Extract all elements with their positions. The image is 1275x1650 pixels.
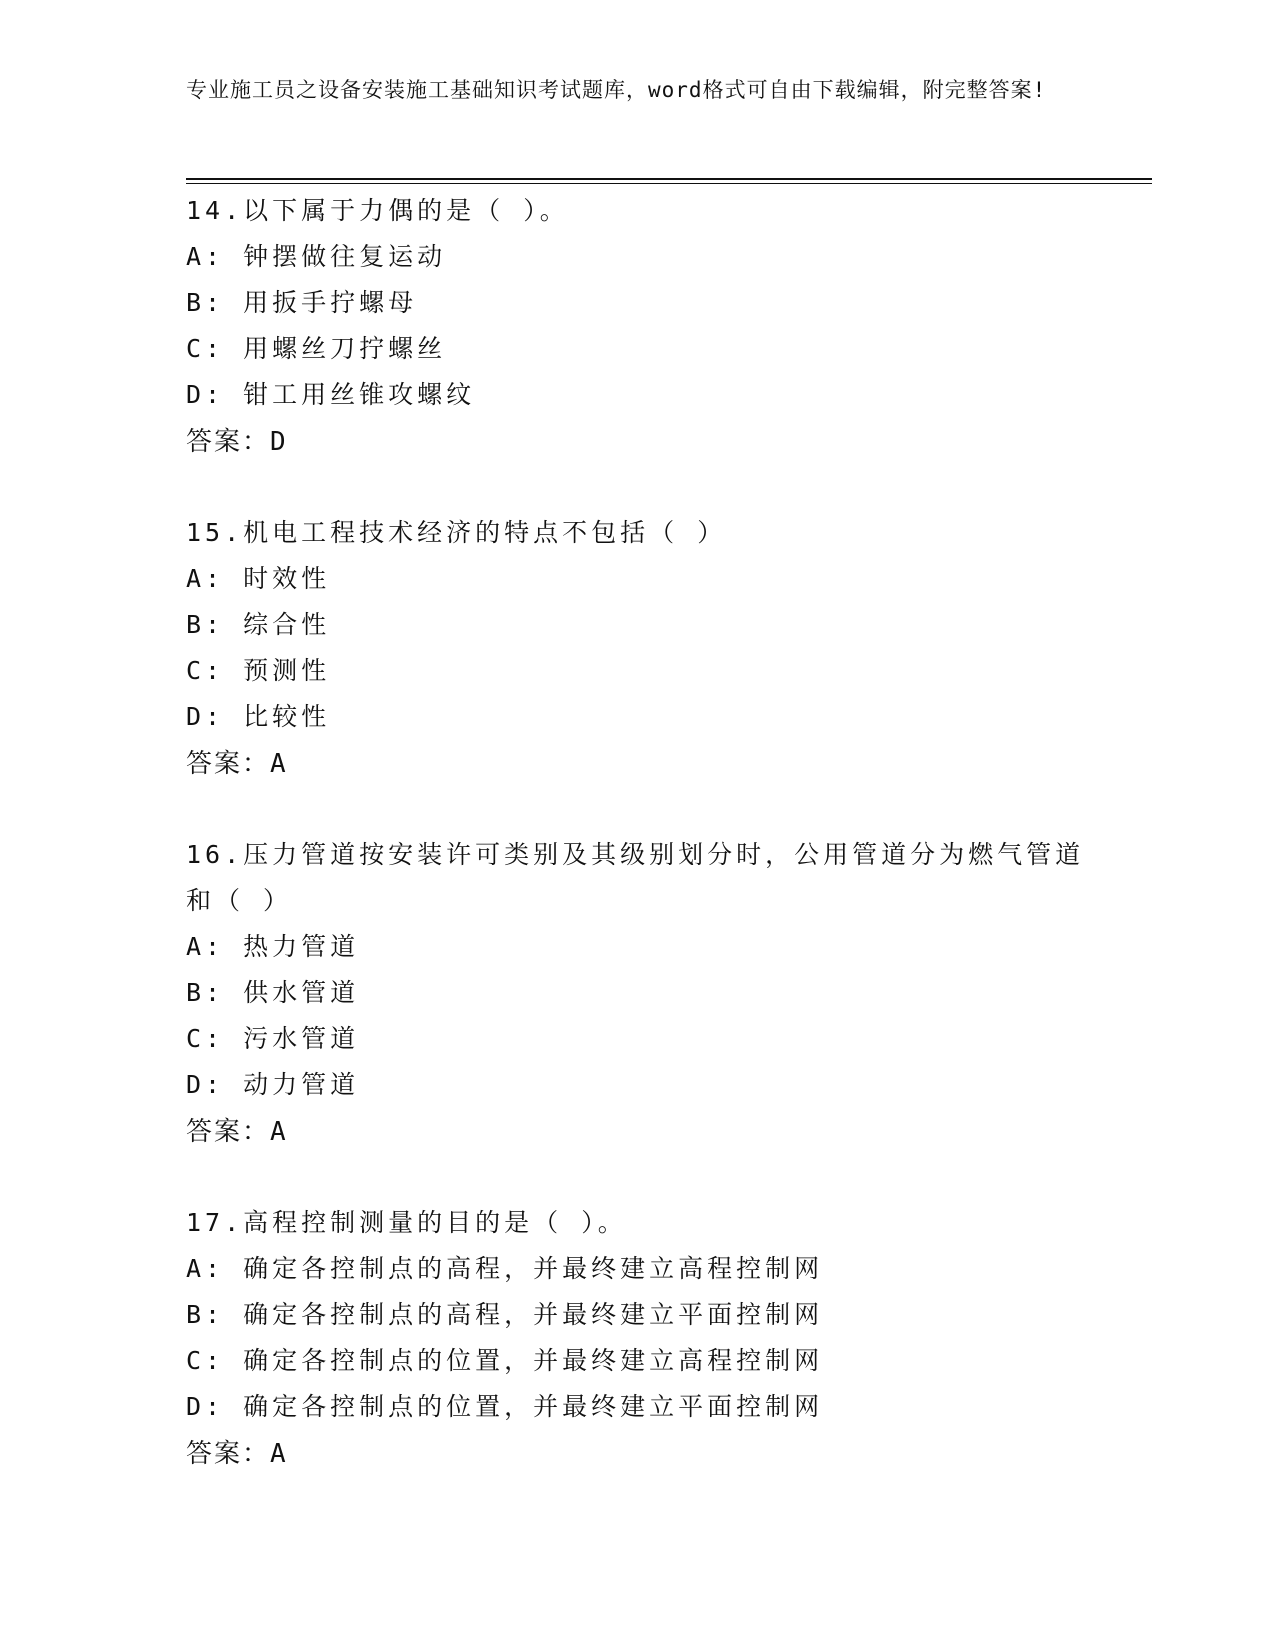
option-d: D: 动力管道 xyxy=(186,1070,360,1099)
answer-line: 答案：D xyxy=(186,427,288,457)
answer-line: 答案：A xyxy=(186,1117,288,1147)
option-c: C: 预测性 xyxy=(186,656,331,685)
option-b: B: 用扳手拧螺母 xyxy=(186,288,418,317)
document-header: 专业施工员之设备安装施工基础知识考试题库，word格式可自由下载编辑，附完整答案! xyxy=(186,78,1047,102)
option-b: B: 综合性 xyxy=(186,610,331,639)
option-d: D: 钳工用丝锥攻螺纹 xyxy=(186,380,476,409)
option-b: B: 供水管道 xyxy=(186,978,360,1007)
header-divider-thick xyxy=(186,178,1152,180)
option-b: B: 确定各控制点的高程，并最终建立平面控制网 xyxy=(186,1300,824,1329)
option-a: A: 钟摆做往复运动 xyxy=(186,242,447,271)
option-a: A: 时效性 xyxy=(186,564,331,593)
option-a: A: 确定各控制点的高程，并最终建立高程控制网 xyxy=(186,1254,824,1283)
option-c: C: 确定各控制点的位置，并最终建立高程控制网 xyxy=(186,1346,824,1375)
option-c: C: 污水管道 xyxy=(186,1024,360,1053)
question-stem: 14.以下属于力偶的是（ ）。 xyxy=(186,196,569,225)
question-14 xyxy=(186,188,1086,466)
answer-line: 答案：A xyxy=(186,1439,288,1469)
question-15 xyxy=(186,510,1086,788)
question-16 xyxy=(186,832,1086,1156)
question-stem: 16.压力管道按安装许可类别及其级别划分时，公用管道分为燃气管道和（ ） xyxy=(186,840,1085,915)
question-17 xyxy=(186,1200,1086,1478)
question-list xyxy=(186,188,1086,1522)
option-a: A: 热力管道 xyxy=(186,932,360,961)
question-stem: 17.高程控制测量的目的是（ ）。 xyxy=(186,1208,627,1237)
option-c: C: 用螺丝刀拧螺丝 xyxy=(186,334,447,363)
option-d: D: 确定各控制点的位置，并最终建立平面控制网 xyxy=(186,1392,824,1421)
question-stem: 15.机电工程技术经济的特点不包括（ ） xyxy=(186,518,727,547)
option-d: D: 比较性 xyxy=(186,702,331,731)
header-divider-thin xyxy=(186,183,1152,184)
answer-line: 答案：A xyxy=(186,749,288,779)
